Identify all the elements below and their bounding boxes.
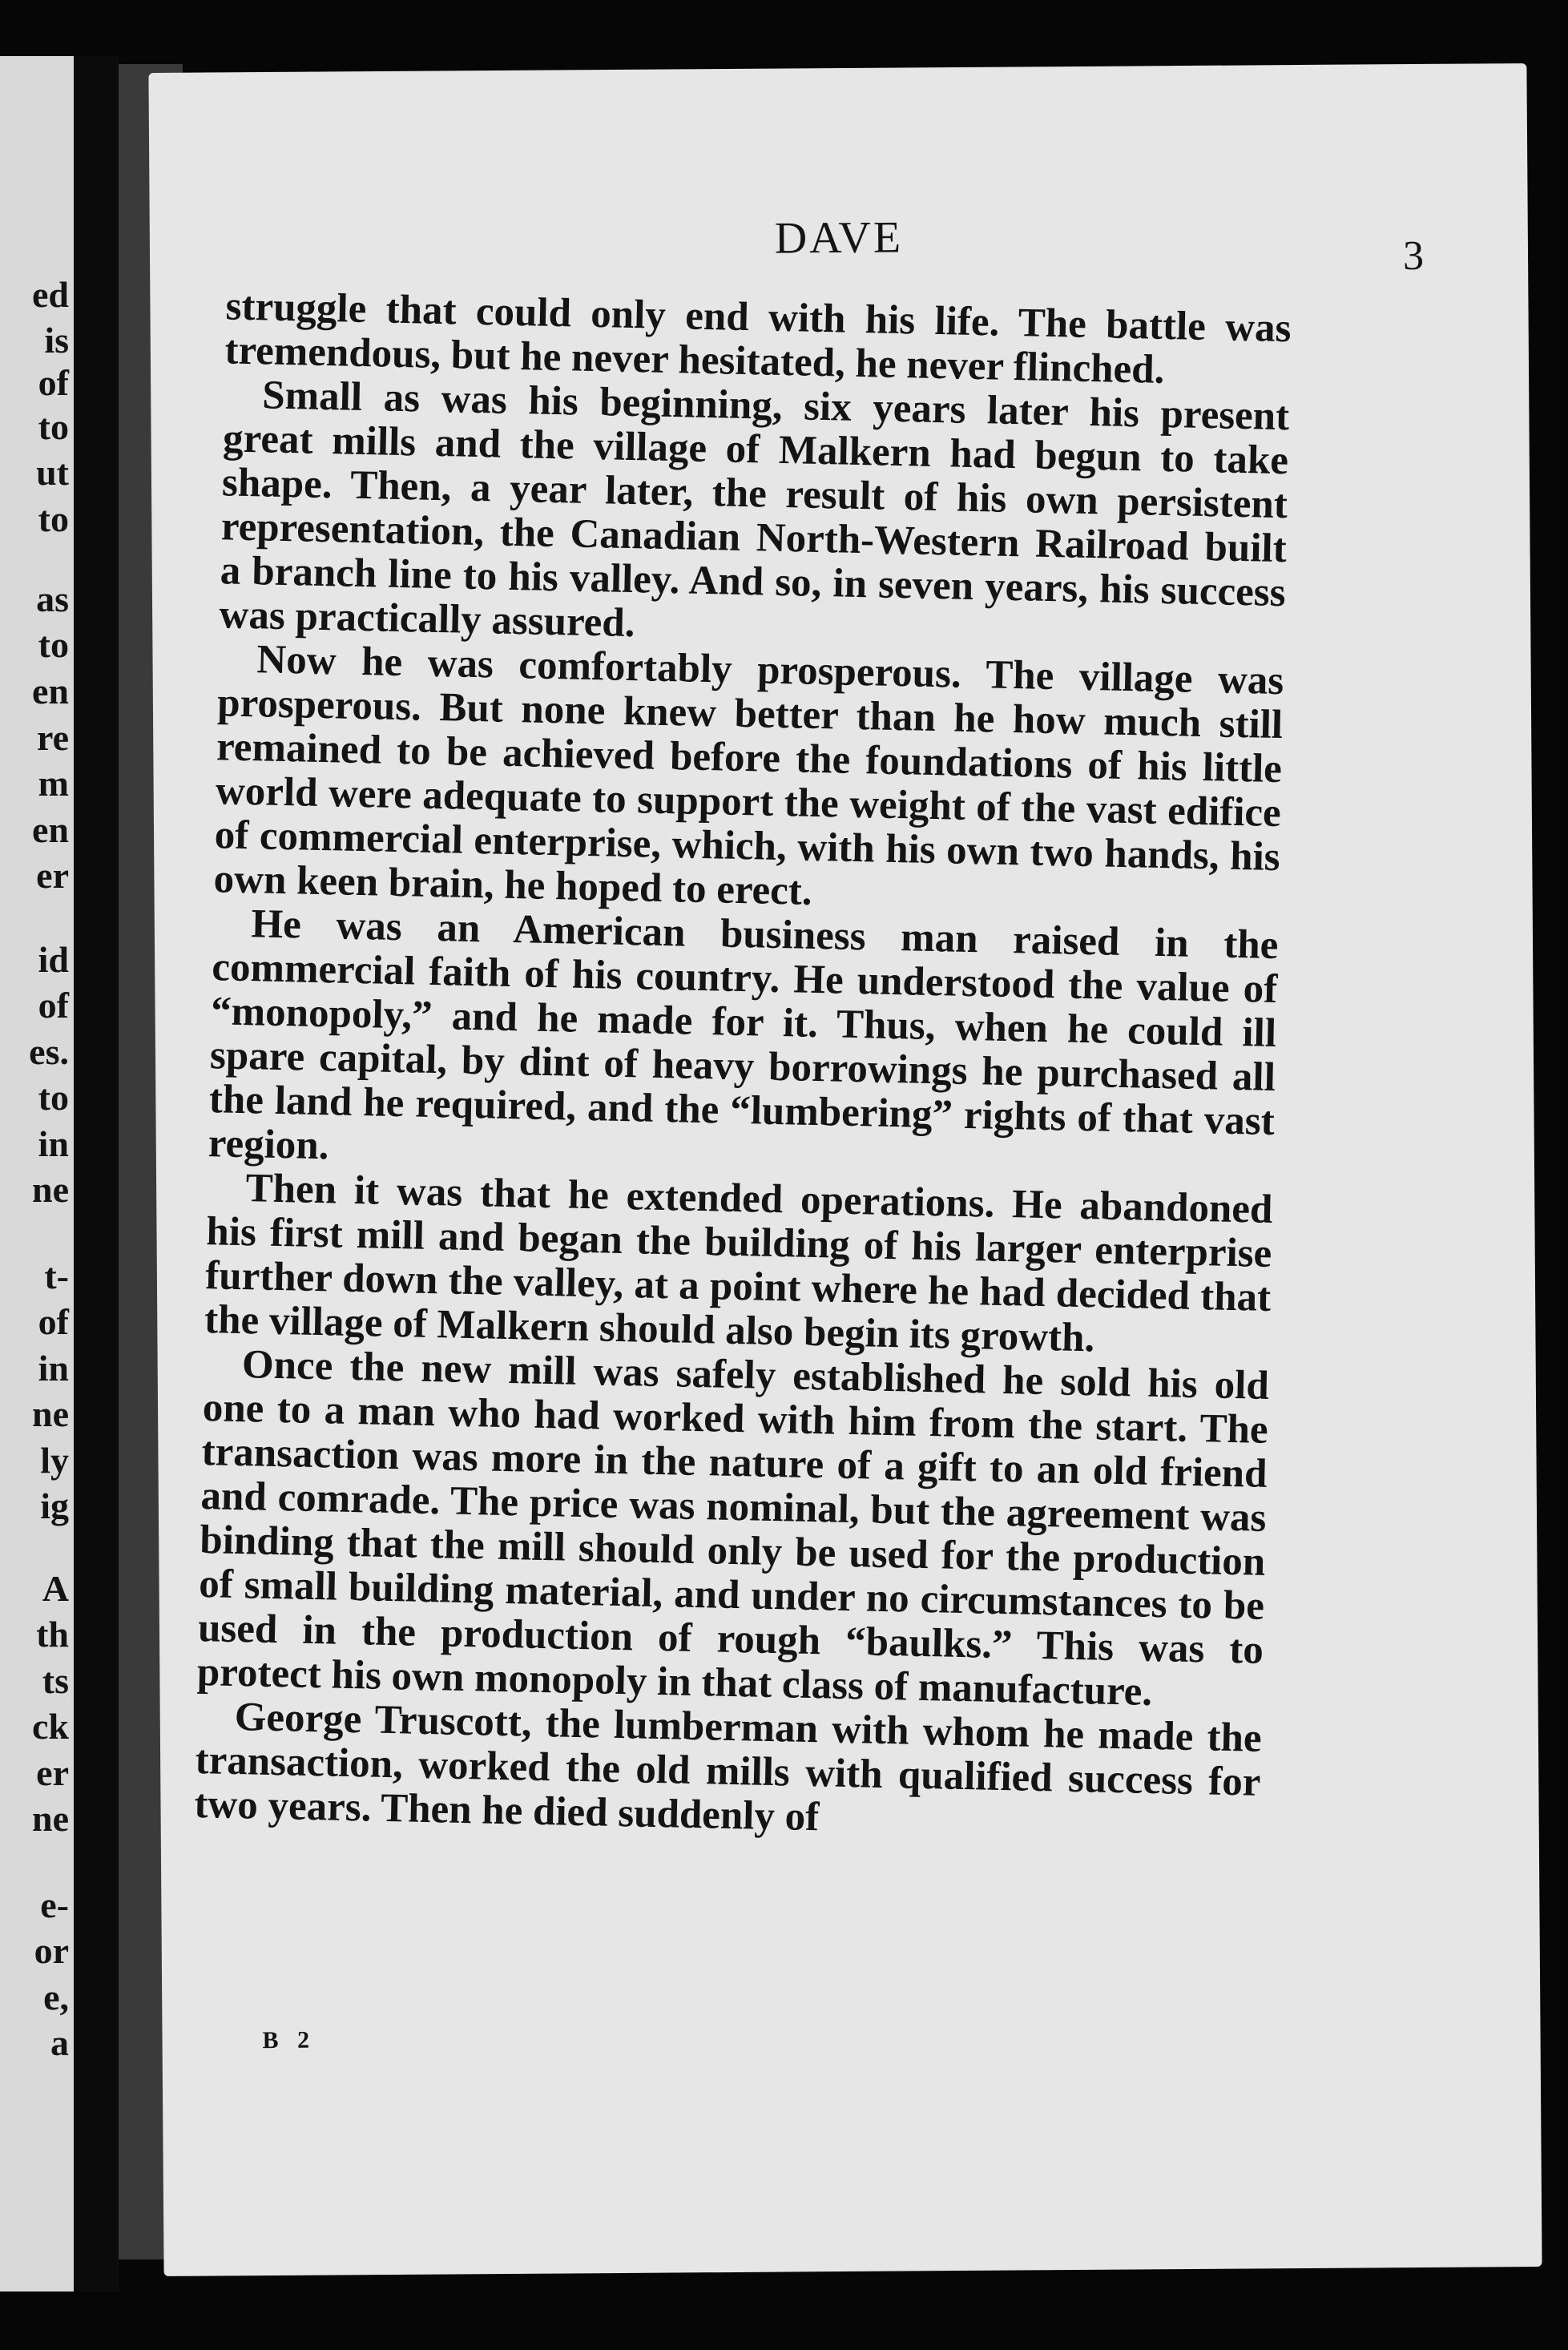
left-page-fragment: ut (36, 452, 69, 493)
left-page-fragment: e- (40, 1884, 69, 1925)
left-page-fragment: en (32, 671, 69, 711)
left-page-fragment: or (34, 1930, 69, 1971)
left-page-fragment: ne (32, 1393, 69, 1434)
left-page-fragment: er (36, 1752, 69, 1793)
running-head: DAVE (774, 212, 904, 264)
left-page-fragment: er (36, 855, 69, 896)
left-page-fragment: e, (43, 1977, 69, 2017)
left-page-fragment: of (38, 362, 69, 403)
left-page-fragment: of (38, 985, 69, 1026)
paragraph: He was an American business man raised in the commercial faith of his country. He understood the value of “monopoly,” and he made for it. Thus, when he could ill spare capital, by dint of heavy borrowings he purchased all the land he required, and the “lumbering” rights of that vast region. (208, 901, 1279, 1169)
left-page-fragment: m (38, 763, 69, 804)
left-page-fragment: th (36, 1614, 69, 1655)
left-page-fragment: id (38, 939, 69, 980)
left-page-fragment: ts (42, 1660, 69, 1701)
page-number: 3 (1402, 232, 1425, 280)
left-page-fragment: a (50, 2022, 69, 2063)
paragraph: George Truscott, the lumberman with whom he made the transaction, worked the old mills with qualified success for two years. Then he died suddenly of (193, 1694, 1263, 1840)
left-page-fragment: re (36, 717, 69, 758)
left-page-fragment: ig (40, 1485, 69, 1526)
left-page-fragment: A (42, 1568, 69, 1609)
left-page-fragment: of (38, 1301, 69, 1342)
left-page-fragment: to (38, 624, 69, 665)
left-page-fragment: to (38, 406, 69, 447)
paragraph: Small as was his beginning, six years later his present great mills and the village of Malkern had begun to take shape. Then, a year later, the result of his own persistent representation, the Canadian North-Western Railroad built a branch line to his valley. And so, in seven years, his success was practically assured. (219, 373, 1290, 647)
paragraph: Now he was comfortably prosperous. The village was prosperous. But none knew better than he how much still remained to be achieved before the foundations of his little world were adequate to support the weight of the vast edifice of commercial enterprise, which, with his own two hands, his own keen brain, he hoped to erect. (213, 637, 1284, 914)
paragraph: struggle that could only end with his life. The battle was tremendous, but he never hesitated, he never flinched. (224, 284, 1292, 393)
left-page-fragment: as (36, 578, 69, 619)
previous-page-edge (0, 56, 74, 2292)
left-page-fragment: to (38, 1077, 69, 1118)
signature-mark: B 2 (262, 2026, 316, 2054)
left-page-fragment: ne (32, 1169, 69, 1210)
book-page (148, 63, 1542, 2276)
left-page-fragment: ly (40, 1440, 69, 1481)
left-page-fragment: ne (32, 1798, 69, 1839)
left-page-fragment: in (38, 1123, 69, 1164)
left-page-fragment: is (44, 320, 69, 361)
left-page-fragment: t- (44, 1256, 69, 1296)
paragraph: Then it was that he extended operations. He abandoned his first mill and began the building of his larger enterprise further down the valley, at a point where he had decided that the village of Malkern should also begin its growth. (204, 1166, 1273, 1361)
left-page-fragment: ed (32, 274, 69, 315)
left-page-fragment: en (32, 809, 69, 850)
left-page-fragment: to (38, 498, 69, 539)
left-page-fragment: in (38, 1348, 69, 1389)
book-gutter (74, 56, 119, 2292)
left-page-fragment: ck (32, 1706, 69, 1747)
paragraph: Once the new mill was safely established he sold his old one to a man who had worked with him from the start. The transaction was more in the nature of a gift to an old friend and comrade. The price was nominal, but the agreement was binding that the mill should only be used for the production of small building material, and under no circumstances to be used in the production of rough “baulks.” This was to protect his own monopoly in that class of manufacture. (196, 1342, 1270, 1715)
left-page-fragment: es. (29, 1031, 69, 1072)
body-text (194, 284, 1292, 1848)
